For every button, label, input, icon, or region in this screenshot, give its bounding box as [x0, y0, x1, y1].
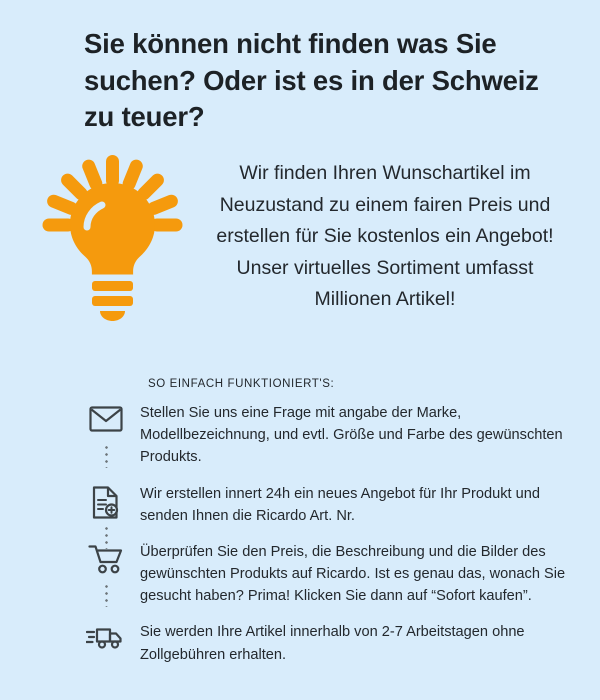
step-text: Stellen Sie uns eine Frage mit angabe der Marke, Modellbezeichnung, und evtl. Größe und Farbe des gewünschten Produkts. — [140, 405, 563, 466]
steps-list — [78, 402, 578, 680]
delivery-truck-icon — [78, 621, 134, 650]
page-title: Sie können nicht finden was Sie suchen? Oder ist es in der Schweiz zu teuer? — [84, 28, 539, 133]
list-item — [78, 483, 578, 527]
steps-title: SO EINFACH FUNKTIONIERT'S: — [148, 378, 335, 390]
step-connector — [105, 444, 108, 468]
shopping-cart-icon — [78, 541, 134, 574]
list-item — [78, 541, 578, 608]
envelope-icon — [78, 402, 134, 433]
step-connector — [105, 583, 108, 607]
document-add-icon — [78, 483, 134, 519]
step-text: Wir erstellen innert 24h ein neues Angebot für Ihr Produkt und senden Ihnen die Ricardo Art. Nr. — [140, 485, 540, 524]
step-text: Sie werden Ihre Artikel innerhalb von 2-7 Arbeitstagen ohne Zollgebühren erhalten. — [140, 624, 525, 663]
lightbulb-idea-icon — [22, 155, 202, 345]
list-item — [78, 621, 578, 665]
step-text: Überprüfen Sie den Preis, die Beschreibung und die Bilder des gewünschten Produkts auf Ricardo. Ist es genau das, wonach Sie gesucht haben? Prima! Klicken Sie dann auf “Sofort kaufen”. — [140, 543, 566, 605]
intro-paragraph: Wir finden Ihren Wunschartikel im Neuzustand zu einem fairen Preis und erstellen für Sie kostenlos ein Angebot! Unser virtuelles Sortiment umfasst Millionen Artikel! — [216, 162, 554, 311]
list-item — [78, 402, 578, 469]
